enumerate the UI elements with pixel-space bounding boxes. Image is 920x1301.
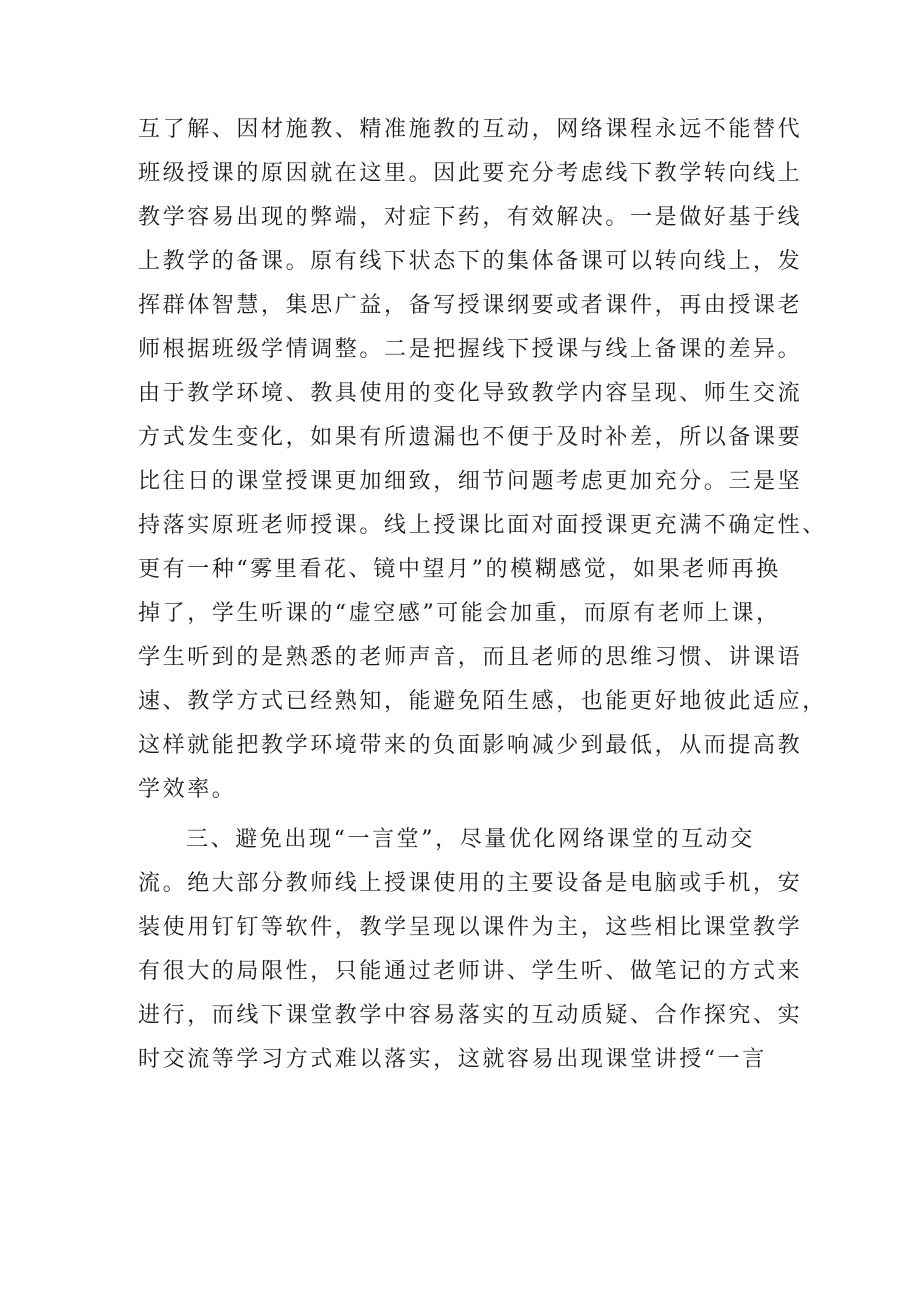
paragraph-1-line-1: 互了解、因材施教、精准施教的互动，网络课程永远不能替代 [138,117,803,142]
paragraph-1-line-3: 教学容易出现的弊端，对症下药，有效解决。一是做好基于线 [138,205,803,230]
paragraph-1-line-15: 这样就能把教学环境带来的负面影响减少到最低，从而提高教 [138,733,803,758]
paragraph-2-line-2: 流。绝大部分教师线上授课使用的主要设备是电脑或手机，安 [138,871,803,896]
paragraph-2-line-1: 三、避免出现“一言堂”，尽量优化网络课堂的互动交 [186,827,755,852]
paragraph-1-line-7: 由于教学环境、教具使用的变化导致教学内容呈现、师生交流 [138,381,803,406]
paragraph-1-line-2: 班级授课的原因就在这里。因此要充分考虑线下教学转向线上 [138,161,803,186]
paragraph-1-line-10: 持落实原班老师授课。线上授课比面对面授课更充满不确定性、 [138,513,827,538]
paragraph-1-line-13: 学生听到的是熟悉的老师声音，而且老师的思维习惯、讲课语 [138,645,803,670]
paragraph-1-line-9: 比往日的课堂授课更加细致，细节问题考虑更加充分。三是坚 [138,469,803,494]
paragraph-1-line-5: 挥群体智慧，集思广益，备写授课纲要或者课件，再由授课老 [138,293,803,318]
paragraph-1-line-8: 方式发生变化，如果有所遗漏也不便于及时补差，所以备课要 [138,425,803,450]
paragraph-2-line-5: 进行，而线下课堂教学中容易落实的互动质疑、合作探究、实 [138,1003,803,1028]
paragraph-1-line-12: 掉了，学生听课的“虚空感”可能会加重，而原有老师上课， [138,601,781,626]
paragraph-2-line-6: 时交流等学习方式难以落实，这就容易出现课堂讲授“一言 [138,1047,767,1072]
paragraph-2-line-4: 有很大的局限性，只能通过老师讲、学生听、做笔记的方式来 [138,959,803,984]
paragraph-1-line-6: 师根据班级学情调整。二是把握线下授课与线上备课的差异。 [138,337,803,362]
paragraph-1-line-4: 上教学的备课。原有线下状态下的集体备课可以转向线上，发 [138,249,803,274]
paragraph-1-line-16: 学效率。 [138,777,237,802]
paragraph-2-line-3: 装使用钉钉等软件，教学呈现以课件为主，这些相比课堂教学 [138,915,803,940]
paragraph-1-line-14: 速、教学方式已经熟知，能避免陌生感，也能更好地彼此适应， [138,689,827,714]
paragraph-1-line-11: 更有一种“雾里看花、镜中望月”的模糊感觉，如果老师再换 [138,557,781,582]
